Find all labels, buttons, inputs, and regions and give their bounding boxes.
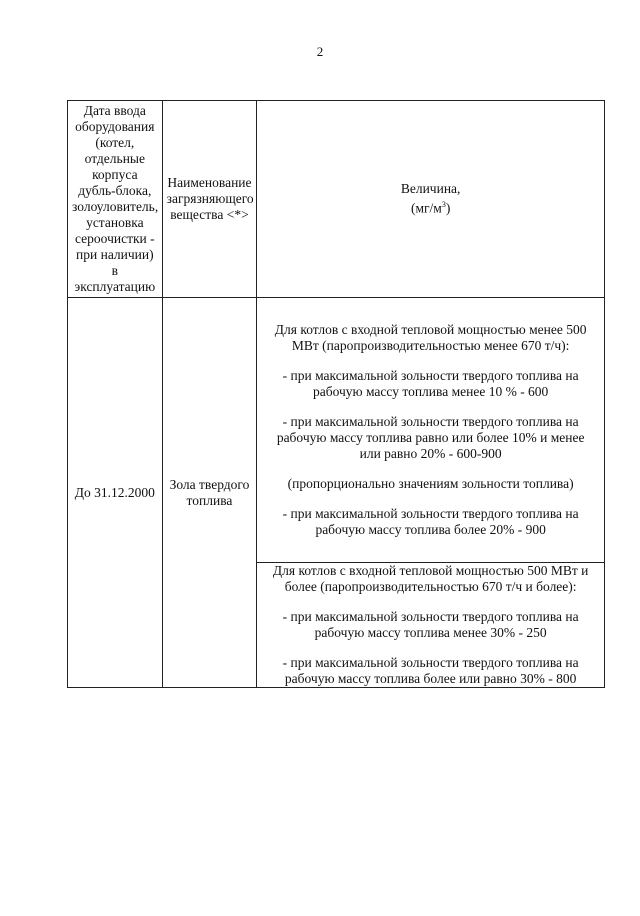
- page-number: 2: [316, 44, 324, 59]
- limits-paragraph: - при максимальной зольности твердого топлива на рабочую массу топлива более 20% - 900: [282, 506, 579, 537]
- header-commissioning-date: Дата ввода оборудования (котел, отдельные корпуса дубль-блока, золоуловитель, установка сероочистки - при наличии) в эксплуатацию: [68, 101, 163, 298]
- header-pollutant-name: Наименование загрязняющего вещества <*>: [162, 101, 257, 298]
- table-row: [68, 298, 605, 563]
- limits-paragraph: - при максимальной зольности твердого топлива на рабочую массу топлива более или равно 30% - 800: [282, 655, 579, 686]
- cell-limits-small-boilers: [257, 298, 605, 563]
- cell-limits-large-boilers: [257, 563, 605, 688]
- limits-paragraph: - при максимальной зольности твердого топлива на рабочую массу топлива менее 30% - 250: [282, 609, 579, 640]
- cell-date: До 31.12.2000: [68, 298, 163, 688]
- limits-paragraph: - при максимальной зольности твердого топлива на рабочую массу топлива равно или более 10% и менее или равно 20% - 600-900: [276, 414, 585, 461]
- limits-paragraph: Для котлов с входной тепловой мощностью менее 500 МВт (паропроизводительностью менее 670 т/ч):: [274, 322, 587, 353]
- table-header-row: [68, 101, 605, 298]
- limits-paragraph: - при максимальной зольности твердого топлива на рабочую массу топлива менее 10 % - 600: [282, 368, 579, 399]
- cell-substance: Зола твердого топлива: [162, 298, 257, 688]
- header-value: [257, 101, 605, 298]
- limits-paragraph: (пропорционально значениям зольности топлива): [287, 476, 574, 491]
- header-value-unit: $(мг/м^3)$: [410, 200, 451, 216]
- emissions-table: [67, 100, 605, 688]
- limits-paragraph: Для котлов с входной тепловой мощностью 500 МВт и более (паропроизводительностью 670 т/ч и более):: [272, 563, 589, 594]
- header-value-label: Величина,: [400, 181, 461, 197]
